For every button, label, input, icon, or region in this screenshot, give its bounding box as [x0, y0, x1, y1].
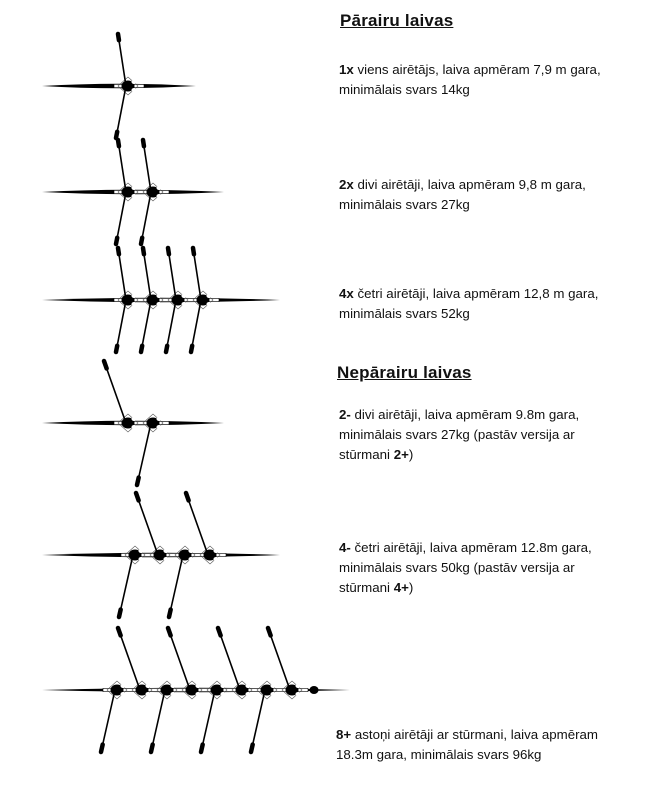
- rower-arm-gap: [121, 684, 126, 688]
- oar-blade: [218, 628, 221, 635]
- oar-blade: [268, 628, 271, 635]
- heading-sweep-boats: Nepārairu laivas: [337, 363, 472, 382]
- boat-4x-description: 4x četri airētāji, laiva apmēram 12,8 m gara, minimālais svars 52kg: [339, 286, 599, 321]
- rower-arm-gap: [171, 684, 176, 688]
- rower-arm-gap: [171, 692, 176, 696]
- rower-arm-gap: [196, 684, 201, 688]
- rower-arm-gap: [196, 692, 201, 696]
- rower-arm-gap: [146, 692, 151, 696]
- rower-arm-gap: [246, 684, 251, 688]
- rower-arm-gap: [246, 692, 251, 696]
- oar-blade: [201, 745, 203, 752]
- coxswain: [310, 686, 319, 694]
- rower-arm-gap: [271, 692, 276, 696]
- rower-arm-gap: [221, 684, 226, 688]
- rower-arm-gap: [146, 684, 151, 688]
- oar-blade: [251, 745, 253, 752]
- rower-arm-gap: [296, 684, 301, 688]
- oar-blade: [118, 628, 121, 635]
- boat-1x-description: 1x viens airētājs, laiva apmēram 7,9 m gara, minimālais svars 14kg: [339, 62, 601, 97]
- boat-2-description: 2- divi airētāji, laiva apmēram 9.8m gara, minimālais svars 27kg (pastāv versija ar stūrmani 2+): [339, 407, 580, 462]
- heading-sculling-boats: Pārairu laivas: [340, 11, 454, 30]
- rower-arm-gap: [271, 684, 276, 688]
- rower-arm-gap: [221, 692, 226, 696]
- oar-blade: [101, 745, 103, 752]
- boat-2x-description: 2x divi airētāji, laiva apmēram 9,8 m gara, minimālais svars 27kg: [339, 177, 586, 212]
- boat-8plus-description: 8+ astoņi airētāji ar stūrmani, laiva apmēram 18.3m gara, minimālais svars 96kg: [336, 727, 599, 762]
- oar-blade: [168, 628, 171, 635]
- rower-arm-gap: [296, 692, 301, 696]
- rower-arm-gap: [121, 692, 126, 696]
- oar-blade: [151, 745, 153, 752]
- boat-4-description: 4- četri airētāji, laiva apmēram 12.8m gara, minimālais svars 50kg (pastāv versija ar stūrmani 4+): [339, 540, 592, 595]
